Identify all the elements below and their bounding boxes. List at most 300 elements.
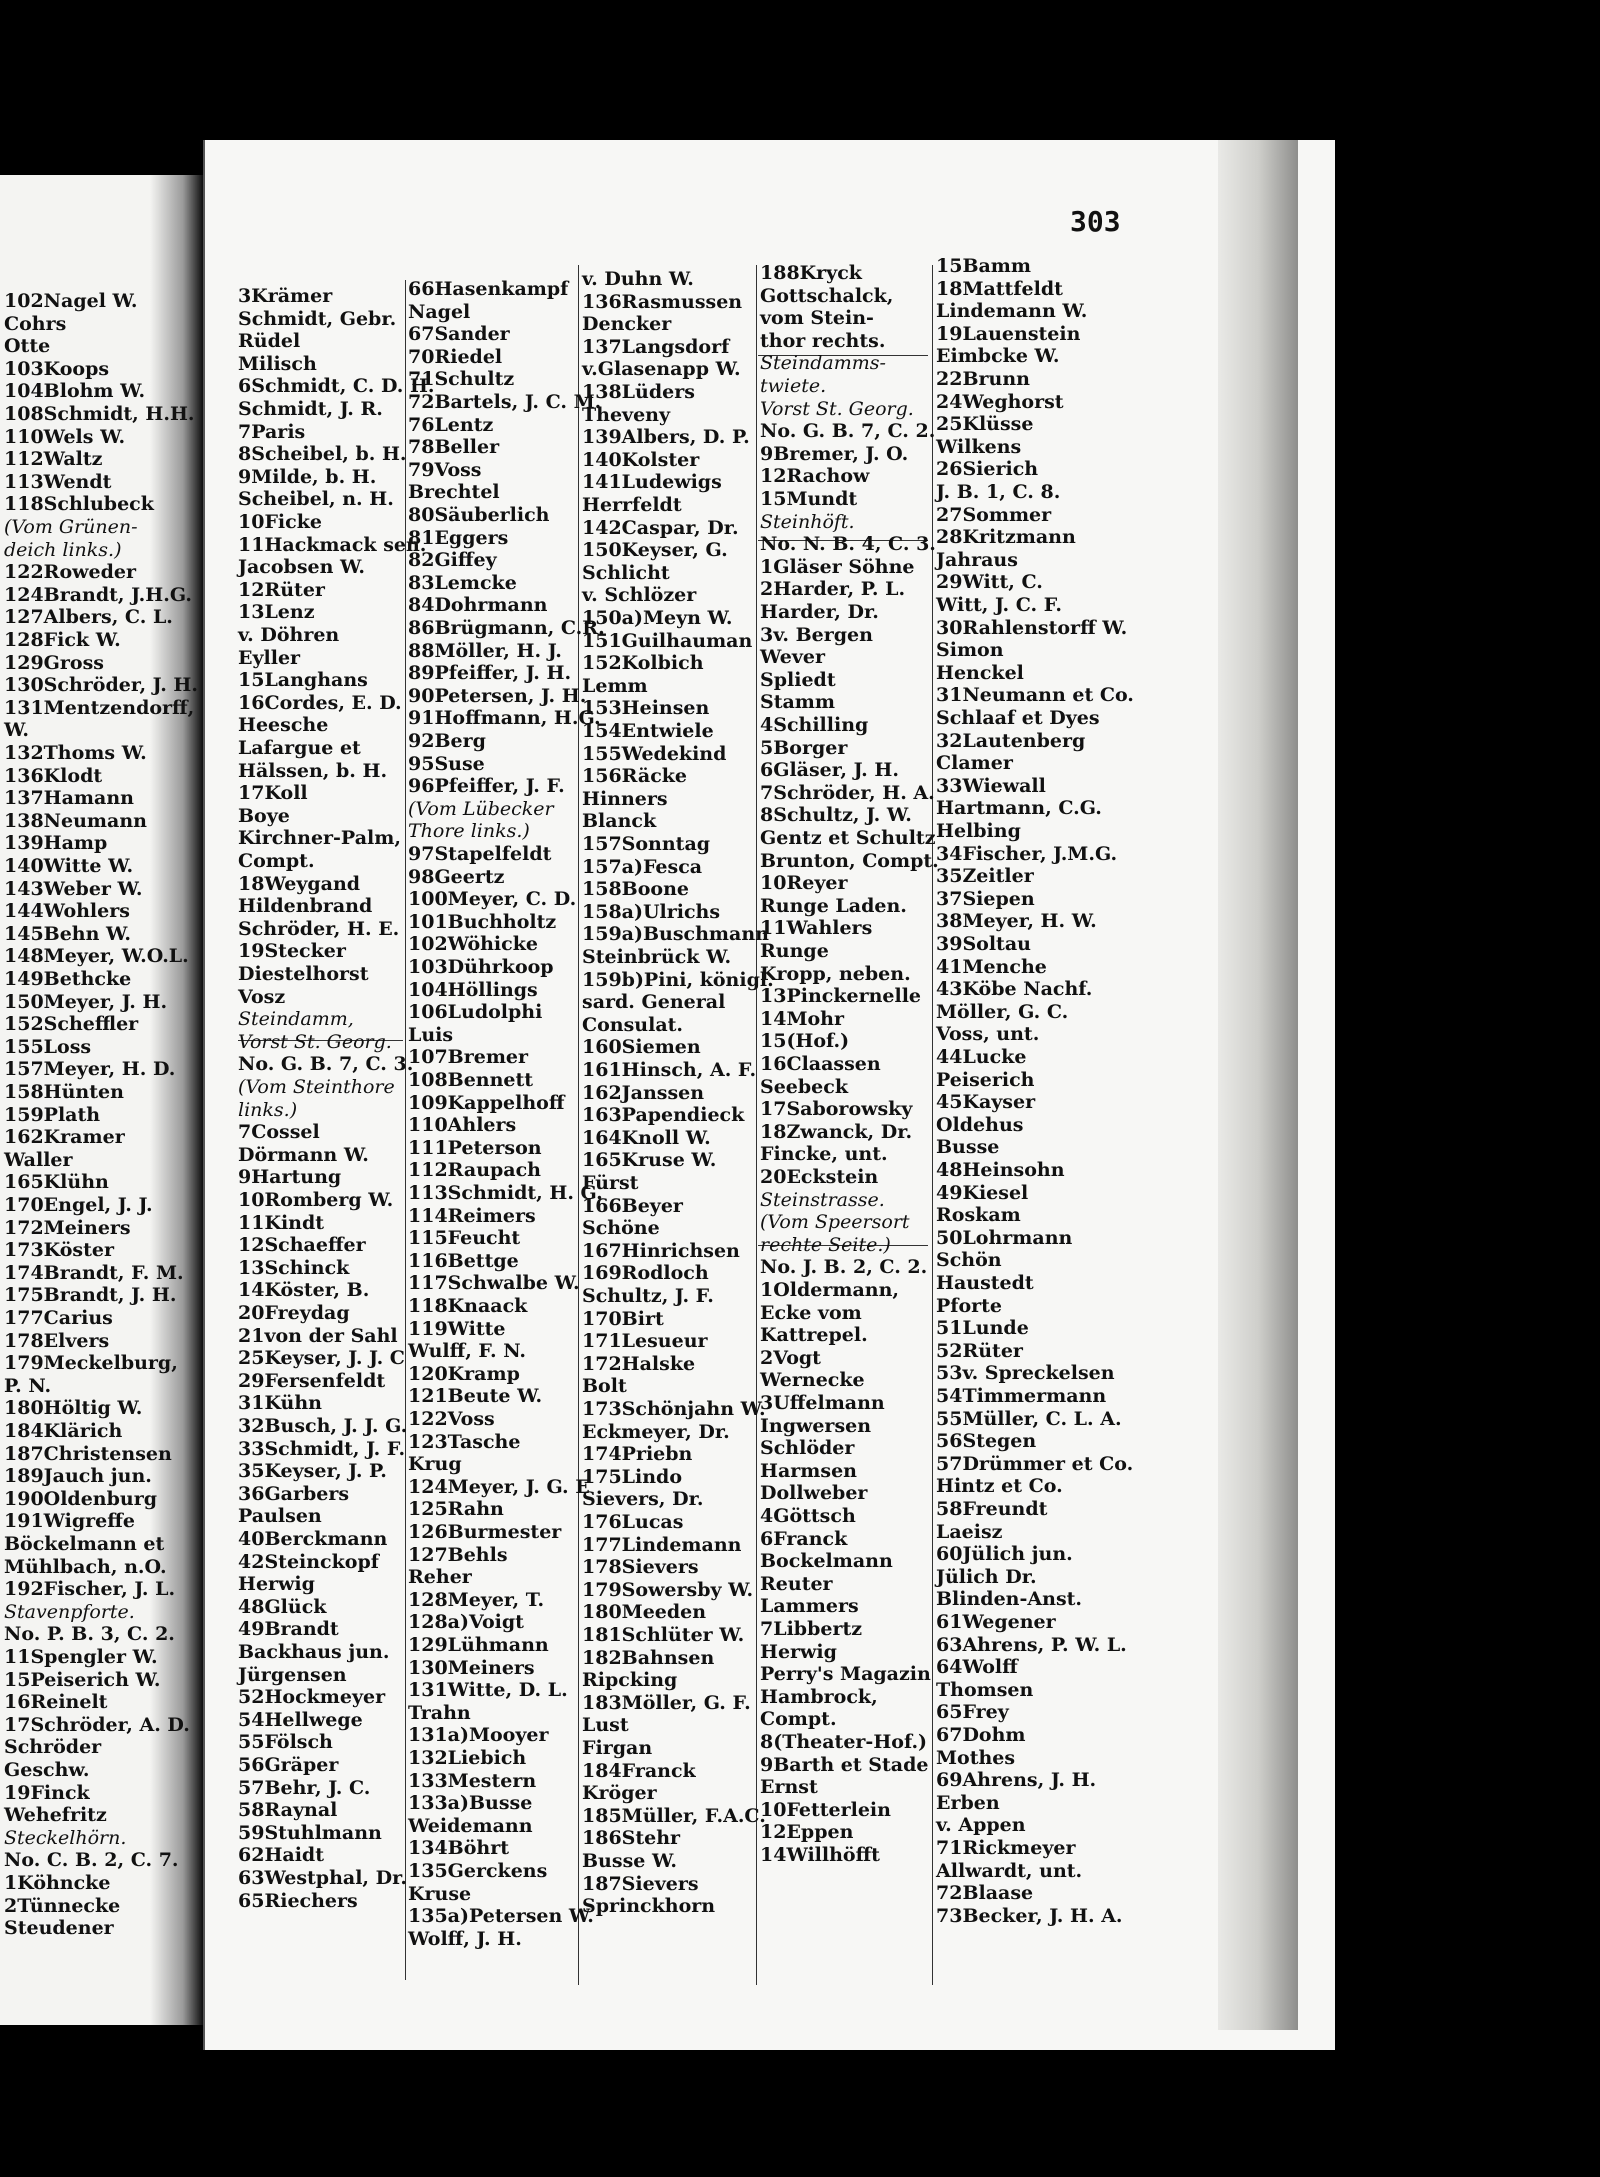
- col2-entry: 132Liebich: [408, 1747, 527, 1769]
- col3-entry: 153Heinsen: [582, 697, 710, 720]
- left_column-entry: 152Scheffler: [4, 1013, 139, 1036]
- col5-entry: 52Rüter: [936, 1339, 1023, 1362]
- col4-entry: thor rechts.: [760, 329, 886, 352]
- col4-entry: 1Gläser Söhne: [760, 555, 915, 578]
- col2-entry: 135Gerckens: [408, 1860, 548, 1882]
- col3-entry: Dencker: [582, 313, 672, 336]
- col1-entry: Schmidt, Gebr.: [238, 307, 397, 330]
- col5-entry: Voss, unt.: [936, 1023, 1040, 1046]
- col5-entry: 43Köbe Nachf.: [936, 978, 1093, 1001]
- col1-entry: 21von der Sahl: [238, 1324, 398, 1347]
- col3-entry: Consulat.: [582, 1013, 684, 1036]
- col3-entry: 158Boone: [582, 878, 689, 901]
- col5-entry: 24Weghorst: [936, 390, 1064, 413]
- col5-entry: 49Kiesel: [936, 1181, 1029, 1204]
- col5-entry: Jülich Dr.: [936, 1565, 1037, 1588]
- col2-entry: 101Buchholtz: [408, 910, 557, 933]
- col5-entry: 27Sommer: [936, 503, 1052, 526]
- col4-entry: Steindamms-: [760, 352, 886, 375]
- col1-entry: Dörmann W.: [238, 1143, 369, 1166]
- col3-entry: 142Caspar, Dr.: [582, 516, 739, 539]
- col2-entry: 96Pfeiffer, J. F.: [408, 775, 565, 798]
- col2-entry: 81Eggers: [408, 526, 509, 549]
- left_column-entry: 113Wendt: [4, 470, 112, 493]
- col1-entry: 29Fersenfeldt: [238, 1369, 386, 1392]
- col5-entry: Erben: [936, 1791, 1000, 1814]
- left_column-entry: 177Carius: [4, 1307, 113, 1329]
- left_column-entry: 139Hamp: [4, 832, 108, 855]
- col5-entry: 38Meyer, H. W.: [936, 910, 1097, 933]
- col2-entry: 110Ahlers: [408, 1114, 517, 1137]
- col1-entry: 35Keyser, J. P.: [238, 1460, 387, 1483]
- col3-entry: v. Schlözer: [582, 584, 697, 607]
- col5-entry: 34Fischer, J.M.G.: [936, 842, 1118, 865]
- col1-entry: Heesche: [238, 714, 329, 737]
- col5-entry: 51Lunde: [936, 1317, 1029, 1340]
- col3-entry: Busse W.: [582, 1850, 677, 1872]
- col1-entry: 25Keyser, J. J. C: [238, 1347, 405, 1370]
- book-gutter: [150, 175, 205, 2025]
- col3-entry: sard. General: [582, 991, 726, 1014]
- col1-entry: Vorst St. Georg.: [238, 1030, 392, 1053]
- col3-entry: 158a)Ulrichs: [582, 900, 721, 923]
- col4-entry: 14Willhöfft: [760, 1844, 880, 1866]
- col3-entry: 152Kolbich: [582, 652, 704, 675]
- col4-entry: Runge: [760, 940, 829, 962]
- page-edge: [1218, 140, 1298, 2030]
- col1-entry: Jürgensen: [238, 1663, 347, 1686]
- col2-entry: 119Witte: [408, 1317, 506, 1340]
- col1-entry: 13Lenz: [238, 601, 315, 624]
- left_column-entry: 103Koops: [4, 357, 110, 380]
- col5-entry: 30Rahlenstorff W.: [936, 616, 1128, 639]
- col3-entry: Steinbrück W.: [582, 946, 732, 968]
- col4-entry: No. J. B. 2, C. 2.: [760, 1256, 928, 1279]
- col4-entry: 3Uffelmann: [760, 1392, 885, 1414]
- col4-entry: Harmsen: [760, 1459, 857, 1482]
- col4-entry: Ecke vom: [760, 1301, 862, 1324]
- col5-entry: Helbing: [936, 820, 1021, 842]
- left_column-entry: 155Loss: [4, 1035, 92, 1058]
- col5-entry: 56Stegen: [936, 1430, 1037, 1453]
- col2-entry: Thore links.): [408, 820, 530, 843]
- col3-entry: 137Langsdorf: [582, 335, 730, 358]
- left_column-entry: 124Brandt, J.H.G.: [4, 583, 193, 606]
- col2-entry: 133a)Busse: [408, 1792, 533, 1815]
- col1-entry: 3Krämer: [238, 285, 333, 307]
- left_column-entry: No. P. B. 3, C. 2.: [4, 1623, 175, 1646]
- col1-entry: 31Kühn: [238, 1392, 322, 1415]
- col5-entry: 73Becker, J. H. A.: [936, 1904, 1123, 1927]
- col3-entry: 141Ludewigs: [582, 471, 722, 494]
- left_column-entry: 149Bethcke: [4, 968, 132, 990]
- col5-entry: Pforte: [936, 1294, 1003, 1317]
- col3-entry: 163Papendieck: [582, 1104, 745, 1127]
- col4-entry: Vorst St. Georg.: [760, 397, 914, 420]
- left_column-entry: 165Klühn: [4, 1171, 109, 1194]
- col2-entry: 80Säuberlich: [408, 504, 550, 526]
- col5-entry: Wilkens: [936, 435, 1022, 458]
- col4-entry: 9Barth et Stade: [760, 1753, 929, 1776]
- col1-entry: 42Steinckopf: [238, 1550, 379, 1573]
- col2-entry: 107Bremer: [408, 1046, 529, 1069]
- col2-entry: 72Bartels, J. C. M.: [408, 391, 602, 413]
- col3-entry: Sprinckhorn: [582, 1895, 716, 1918]
- left_column-entry: 150Meyer, J. H.: [4, 990, 168, 1013]
- left_column-entry: Steudener: [4, 1917, 114, 1940]
- left_column-entry: 157Meyer, H. D.: [4, 1058, 176, 1081]
- col4-entry: Hambrock,: [760, 1685, 878, 1708]
- col5-entry: 69Ahrens, J. H.: [936, 1769, 1097, 1792]
- col4-entry: Compt.: [760, 1708, 837, 1731]
- col2-entry: 83Lemcke: [408, 571, 517, 594]
- col3-entry: 173Schönjahn W.: [582, 1398, 766, 1420]
- col5-entry: 18Mattfeldt: [936, 277, 1063, 300]
- col3-entry: Bolt: [582, 1375, 627, 1398]
- col3-entry: 156Räcke: [582, 765, 688, 788]
- col1-entry: 54Hellwege: [238, 1708, 363, 1731]
- left_column-entry: 187Christensen: [4, 1442, 172, 1465]
- col4-entry: 10Fetterlein: [760, 1798, 891, 1821]
- col4-entry: Runge Laden.: [760, 894, 907, 917]
- column-rule: [932, 265, 933, 1985]
- left_column-entry: 148Meyer, W.O.L.: [4, 945, 189, 968]
- col5-entry: 22Brunn: [936, 368, 1030, 390]
- left_column-entry: 145Behn W.: [4, 922, 132, 945]
- col5-entry: Clamer: [936, 752, 1013, 775]
- col1-entry: Schröder, H. E.: [238, 917, 400, 940]
- col1-entry: 11Hackmack sen.: [238, 533, 427, 556]
- col1-entry: 10Ficke: [238, 511, 322, 533]
- col1-entry: 33Schmidt, J. F.: [238, 1437, 406, 1460]
- col4-entry: 4Schilling: [760, 714, 869, 736]
- col4-entry: Harder, Dr.: [760, 601, 879, 623]
- col2-entry: 91Hoffmann, H.G.: [408, 707, 601, 730]
- col4-entry: Gentz et Schultz: [760, 827, 936, 849]
- left_column-entry: 138Neumann: [4, 809, 147, 832]
- col3-entry: 154Entwiele: [582, 720, 714, 742]
- col2-entry: 97Stapelfeldt: [408, 843, 552, 865]
- col1-entry: Milisch: [238, 352, 317, 375]
- left_column-entry: 143Weber W.: [4, 877, 143, 900]
- col5-entry: Busse: [936, 1136, 1000, 1159]
- col1-entry: 10Romberg W.: [238, 1189, 394, 1211]
- col1-entry: 32Busch, J. J. G.: [238, 1415, 408, 1437]
- col1-entry: Vosz: [238, 985, 286, 1008]
- col1-entry: 7Paris: [238, 420, 306, 443]
- col2-entry: 98Geertz: [408, 865, 505, 888]
- col4-entry: Reuter: [760, 1572, 833, 1595]
- col1-entry: 49Brandt: [238, 1618, 339, 1641]
- left_column-entry: 127Albers, C. L.: [4, 606, 173, 629]
- col5-entry: 48Heinsohn: [936, 1159, 1065, 1181]
- col5-entry: 58Freundt: [936, 1498, 1048, 1520]
- col2-entry: 92Berg: [408, 730, 486, 752]
- left_column-entry: Geschw.: [4, 1759, 90, 1781]
- col1-entry: Hälssen, b. H.: [238, 759, 388, 782]
- col2-entry: 95Suse: [408, 752, 485, 775]
- col4-entry: Seebeck: [760, 1075, 849, 1098]
- left_column-entry: 1Köhncke: [4, 1872, 111, 1894]
- col3-entry: Lust: [582, 1714, 629, 1737]
- col4-entry: Gottschalck,: [760, 284, 894, 307]
- col1-entry: 16Cordes, E. D.: [238, 691, 402, 714]
- col4-entry: No. G. B. 7, C. 2.: [760, 420, 936, 443]
- col5-entry: 53v. Spreckelsen: [936, 1362, 1115, 1385]
- col5-entry: Lindemann W.: [936, 300, 1088, 323]
- col4-entry: 2Vogt: [760, 1346, 821, 1369]
- col4-entry: 16Claassen: [760, 1053, 881, 1075]
- col4-entry: 17Saborowsky: [760, 1098, 913, 1121]
- col3-entry: 170Birt: [582, 1307, 664, 1330]
- left_column-entry: 128Fick W.: [4, 629, 121, 651]
- left_column-entry: 104Blohm W.: [4, 380, 146, 403]
- left_column-entry: 190Oldenburg: [4, 1487, 158, 1510]
- col3-entry: 155Wedekind: [582, 742, 727, 765]
- col1-entry: Scheibel, n. H.: [238, 488, 394, 511]
- col1-entry: 40Berckmann: [238, 1528, 388, 1550]
- left_column-entry: 11Spengler W.: [4, 1646, 158, 1668]
- col1-entry: 36Garbers: [238, 1482, 350, 1505]
- left_column-entry: 180Höltig W.: [4, 1397, 143, 1420]
- col3-entry: 179Sowersby W.: [582, 1578, 754, 1601]
- col2-entry: Brechtel: [408, 481, 500, 504]
- col2-entry: 133Mestern: [408, 1769, 537, 1792]
- col2-entry: 112Raupach: [408, 1159, 541, 1182]
- col2-entry: 124Meyer, J. G. E: [408, 1475, 590, 1498]
- col2-entry: 128Meyer, T.: [408, 1588, 545, 1611]
- col2-entry: 86Brügmann, C.R.: [408, 617, 605, 639]
- col3-entry: 164Knoll W.: [582, 1126, 711, 1149]
- col5-entry: Hartmann, C.G.: [936, 797, 1102, 820]
- col2-entry: Reher: [408, 1566, 472, 1589]
- col4-entry: 11Wahlers: [760, 917, 873, 940]
- col2-entry: Trahn: [408, 1701, 471, 1724]
- col5-entry: 67Dohm: [936, 1724, 1026, 1746]
- left_column-entry: 144Wohlers: [4, 900, 130, 923]
- col5-entry: 65Frey: [936, 1701, 1009, 1724]
- col2-entry: 115Feucht: [408, 1227, 521, 1250]
- left_column-entry: Waller: [4, 1148, 73, 1171]
- left_column-entry: 158Hünten: [4, 1081, 124, 1103]
- col4-entry: 6Franck: [760, 1527, 848, 1550]
- col3-entry: 172Halske: [582, 1352, 696, 1375]
- col2-entry: 134Böhrt: [408, 1837, 509, 1860]
- col4-entry: Kattrepel.: [760, 1324, 868, 1347]
- col2-entry: 89Pfeiffer, J. H.: [408, 662, 572, 685]
- col5-entry: Henckel: [936, 661, 1024, 684]
- col2-entry: 70Riedel: [408, 345, 503, 368]
- col3-entry: 140Kolster: [582, 448, 700, 471]
- col5-entry: Haustedt: [936, 1272, 1034, 1294]
- col3-entry: Lemm: [582, 674, 648, 697]
- page-number: 303: [1070, 205, 1121, 238]
- col4-entry: 8Schultz, J. W.: [760, 804, 912, 827]
- col2-entry: 106Ludolphi: [408, 1001, 543, 1024]
- col4-entry: vom Stein-: [760, 307, 874, 330]
- left_column-entry: 131Mentzendorff,: [4, 696, 195, 719]
- col3-entry: 161Hinsch, A. F.: [582, 1059, 757, 1081]
- col1-entry: 12Schaeffer: [238, 1234, 366, 1257]
- col4-entry: Herwig: [760, 1640, 837, 1663]
- left_column-entry: 191Wigreffe: [4, 1510, 135, 1533]
- col1-entry: 17Koll: [238, 782, 308, 805]
- col5-entry: Peiserich: [936, 1068, 1035, 1091]
- col4-entry: Kropp, neben.: [760, 962, 911, 985]
- col2-entry: Wulff, F. N.: [408, 1340, 526, 1363]
- col2-entry: 100Meyer, C. D.: [408, 888, 577, 911]
- col3-entry: 151Guilhauman: [582, 629, 753, 652]
- col2-entry: 120Kramp: [408, 1362, 520, 1385]
- col5-entry: 71Rickmeyer: [936, 1837, 1076, 1859]
- left_column-entry: 178Elvers: [4, 1329, 110, 1352]
- left_column-entry: 2Tünnecke: [4, 1894, 121, 1917]
- col4-entry: 15Mundt: [760, 488, 858, 510]
- col5-entry: 29Witt, C.: [936, 571, 1043, 594]
- col4-entry: Schlöder: [760, 1437, 855, 1460]
- col1-entry: Hildenbrand: [238, 895, 373, 918]
- col2-entry: 131a)Mooyer: [408, 1724, 549, 1747]
- left_column-entry: 102Nagel W.: [4, 290, 138, 312]
- col2-entry: 135a)Petersen W.: [408, 1905, 594, 1928]
- left_column-entry: Steckelhörn.: [4, 1826, 127, 1849]
- left_column-entry: 137Hamann: [4, 787, 134, 810]
- col2-entry: Weidemann: [408, 1814, 533, 1837]
- col5-entry: Schön: [936, 1249, 1002, 1272]
- col3-entry: 157Sonntag: [582, 833, 711, 855]
- col5-entry: 39Soltau: [936, 933, 1031, 955]
- col4-entry: Brunton, Compt.: [760, 849, 939, 872]
- col2-entry: 117Schwalbe W.: [408, 1272, 580, 1295]
- col5-entry: v. Appen: [936, 1814, 1026, 1837]
- left_column-entry: 192Fischer, J. L.: [4, 1578, 176, 1601]
- col2-entry: Kruse: [408, 1882, 472, 1905]
- left_column-entry: 129Gross: [4, 651, 104, 674]
- col2-entry: 71Schultz: [408, 368, 515, 391]
- col4-entry: Wernecke: [760, 1369, 865, 1392]
- col3-entry: 157a)Fesca: [582, 855, 703, 878]
- col1-entry: Boye: [238, 804, 290, 827]
- col2-entry: 102Wöhicke: [408, 933, 538, 956]
- col2-entry: 130Meiners: [408, 1656, 535, 1679]
- col3-entry: Herrfeldt: [582, 494, 682, 516]
- col3-entry: 187Sievers: [582, 1872, 699, 1895]
- left_column-entry: 184Klärich: [4, 1420, 123, 1442]
- col1-entry: 7Cossel: [238, 1121, 320, 1144]
- left_column-entry: No. C. B. 2, C. 7.: [4, 1849, 179, 1872]
- left_column-entry: 16Reinelt: [4, 1691, 108, 1714]
- left_column-entry: 132Thoms W.: [4, 742, 147, 764]
- col5-entry: J. B. 1, C. 8.: [936, 481, 1061, 503]
- col4-entry: 1Oldermann,: [760, 1279, 900, 1301]
- col2-entry: Luis: [408, 1023, 454, 1046]
- col4-entry: 12Rachow: [760, 465, 870, 488]
- column-rule: [756, 265, 757, 1985]
- col5-entry: Allwardt, unt.: [936, 1859, 1083, 1882]
- col4-entry: 2Harder, P. L.: [760, 578, 906, 601]
- col4-entry: 10Reyer: [760, 872, 848, 895]
- col3-entry: 159a)Buschmann: [582, 923, 769, 946]
- col3-entry: 150Keyser, G.: [582, 539, 728, 562]
- left_column-entry: 189Jauch jun.: [4, 1465, 152, 1488]
- col2-entry: (Vom Lübecker: [408, 797, 554, 820]
- col5-entry: Mothes: [936, 1746, 1016, 1769]
- col4-entry: 12Eppen: [760, 1821, 854, 1844]
- col3-entry: 185Müller, F.A.C.: [582, 1804, 766, 1827]
- col4-entry: Dollweber: [760, 1482, 868, 1505]
- col2-entry: 113Schmidt, H. G.: [408, 1182, 603, 1204]
- col2-entry: 103Dührkoop: [408, 956, 554, 978]
- col1-entry: Paulsen: [238, 1505, 322, 1528]
- col2-entry: 67Sander: [408, 323, 510, 346]
- col1-entry: Eyller: [238, 646, 301, 669]
- col2-entry: Nagel: [408, 300, 471, 323]
- left_column-entry: W.: [4, 719, 29, 742]
- col4-entry: 188Kryck: [760, 262, 862, 284]
- col5-entry: 45Kayser: [936, 1091, 1036, 1114]
- col1-entry: links.): [238, 1098, 298, 1121]
- col1-entry: Backhaus jun.: [238, 1641, 390, 1663]
- col4-entry: Stamm: [760, 691, 836, 714]
- left_column-entry: 17Schröder, A. D.: [4, 1713, 190, 1736]
- col5-entry: 44Lucke: [936, 1046, 1027, 1068]
- col3-entry: 150a)Meyn W.: [582, 607, 733, 629]
- col3-entry: 167Hinrichsen: [582, 1239, 740, 1262]
- left_column-entry: Cohrs: [4, 312, 67, 335]
- col5-entry: 25Klüsse: [936, 413, 1034, 436]
- col3-entry: 182Bahnsen: [582, 1646, 715, 1669]
- col1-entry: 19Stecker: [238, 940, 346, 963]
- left_column-entry: Wehefritz: [4, 1804, 107, 1827]
- col4-entry: Bockelmann: [760, 1550, 893, 1573]
- col3-entry: 184Franck: [582, 1759, 696, 1782]
- col4-entry: Fincke, unt.: [760, 1143, 888, 1166]
- col5-entry: Thomsen: [936, 1678, 1034, 1701]
- col2-entry: 90Petersen, J. H.: [408, 684, 587, 707]
- col4-entry: twiete.: [760, 375, 827, 397]
- col1-entry: (Vom Steinthore: [238, 1076, 395, 1098]
- col5-entry: 61Wegener: [936, 1611, 1056, 1633]
- col4-entry: Wever: [760, 646, 826, 669]
- col5-entry: 57Drümmer et Co.: [936, 1452, 1134, 1475]
- col2-entry: 131Witte, D. L.: [408, 1679, 568, 1702]
- col2-entry: 116Bettge: [408, 1249, 519, 1272]
- col3-entry: Blanck: [582, 810, 657, 833]
- col3-entry: 177Lindemann: [582, 1533, 742, 1556]
- col3-entry: 171Lesueur: [582, 1330, 708, 1353]
- col1-entry: 62Haidt: [238, 1844, 324, 1867]
- col1-entry: 8Scheibel, b. H.: [238, 443, 407, 466]
- col5-entry: 55Müller, C. L. A.: [936, 1407, 1122, 1430]
- col5-entry: 19Lauenstein: [936, 322, 1081, 345]
- col4-entry: (Vom Speersort: [760, 1211, 910, 1234]
- col2-entry: 123Tasche: [408, 1430, 521, 1453]
- col4-entry: 6Gläser, J. H.: [760, 759, 899, 782]
- col3-entry: 176Lucas: [582, 1511, 684, 1533]
- col5-entry: 37Siepen: [936, 887, 1035, 910]
- col4-entry: 7Schröder, H. A.: [760, 781, 935, 804]
- col5-entry: Witt, J. C. F.: [936, 594, 1062, 616]
- col4-entry: Ingwersen: [760, 1414, 872, 1437]
- col1-entry: 13Schinck: [238, 1256, 350, 1279]
- col2-entry: 122Voss: [408, 1408, 495, 1430]
- col3-entry: Firgan: [582, 1737, 653, 1759]
- col2-entry: 104Höllings: [408, 978, 538, 1001]
- col4-entry: 9Bremer, J. O.: [760, 442, 909, 465]
- col1-entry: 11Kindt: [238, 1211, 325, 1234]
- col3-entry: Schöne: [582, 1217, 660, 1240]
- col1-entry: 9Milde, b. H.: [238, 465, 377, 488]
